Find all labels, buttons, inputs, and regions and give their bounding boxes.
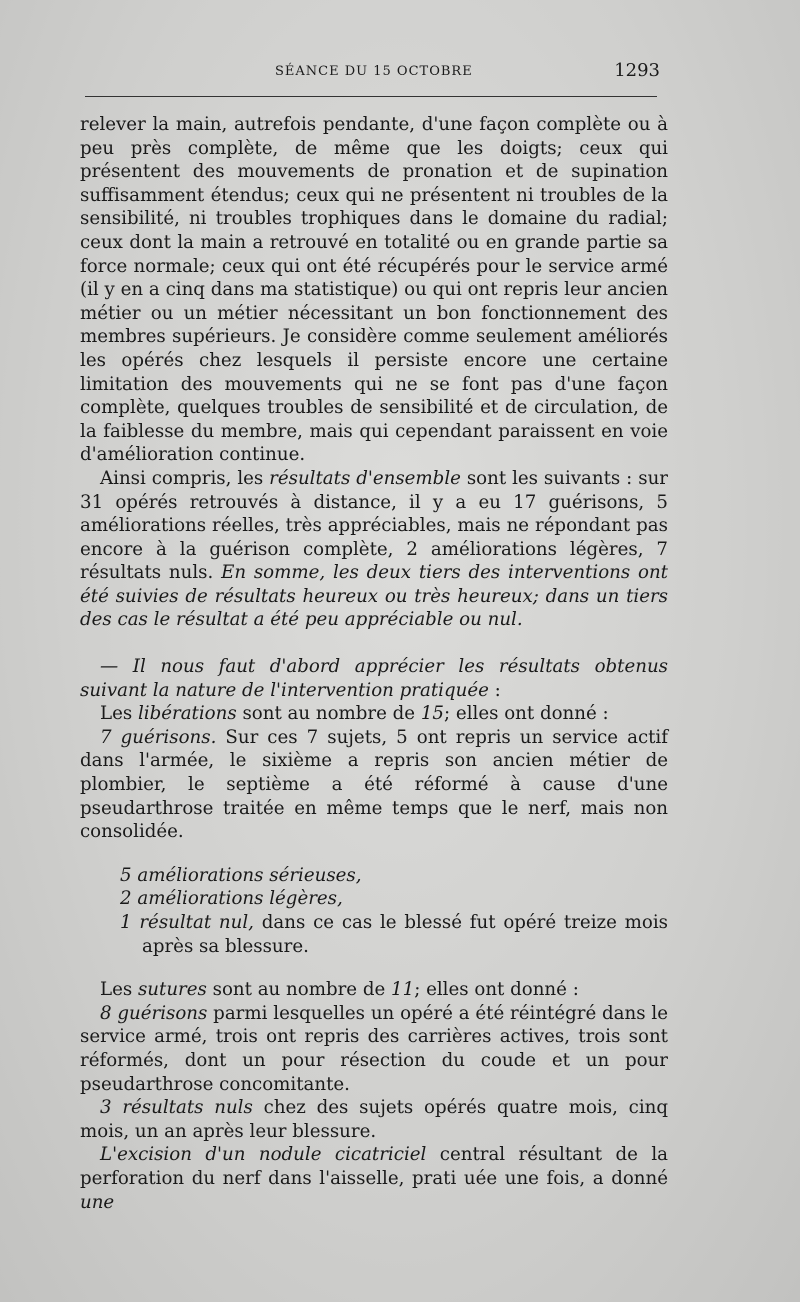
paragraph-seven-cures <box>80 726 668 844</box>
p9-italic: L'excision d'un nodule cicatriciel <box>100 1144 427 1166</box>
p9-end-italic: une <box>80 1191 115 1213</box>
p2-text: Ainsi compris, les <box>100 467 270 489</box>
p7-rest: parmi lesquelles un opéré a été réintégré dans le service armé, trois ont repris des carrières actives, trois sont réformés, dont un pour résection du coude et un pour pseudarthrose concomitante. <box>80 1002 668 1095</box>
p6-rest: ; elles ont donné : <box>414 979 579 1001</box>
p4-mid: sont au nombre de <box>236 703 421 725</box>
list-item <box>120 911 668 958</box>
p2-text-rest: sont les suivants : sur 31 opérés retrouvés à distance, il y a eu 17 guérisons, 5 améliorations réelles, très appréciables, mais ne répondant pas encore à la guérison complète, 2 améliorations légères, 7 résultats nuls. <box>80 467 668 584</box>
p9-rest: central résultant de la perforation du nerf dans l'aisselle, prati uée une fois, a donné <box>80 1144 668 1189</box>
p6-mid: sont au nombre de <box>206 979 392 1001</box>
p6-number: 11 <box>391 979 415 1001</box>
page-number: 1293 <box>614 60 660 81</box>
p8-italic: 3 résultats nuls <box>100 1097 253 1119</box>
paragraph-overall-results <box>80 467 668 632</box>
body-text <box>80 113 668 1214</box>
paragraph-criteria: relever la main, autrefois pendante, d'une façon complète ou à peu près complète, de même que les doigts; ceux qui présentent des mouvements de pronation et de supination suffisamment étendus; ceux qui ne présentent ni troubles de la sensibilité, ni troubles trophiques dans le domaine du radial; ceux dont la main a retrouvé en totalité ou en grande partie sa force normale; ceux qui ont été récupérés pour le service armé (il y en a cinq dans ma statistique) ou qui ont repris leur ancien métier ou un métier nécessitant un bon fonctionnement des membres supérieurs. Je considère comme seulement améliorés les opérés chez lesquels il persiste encore une certaine limitation des mouvements qui ne se font pas d'une façon complète, quelques troubles de sensibilité et de circulation, de la faiblesse du membre, mais qui cependant paraissent en voie d'amélioration continue. <box>80 114 668 466</box>
p2-conclusion: En somme, les deux tiers des interventions ont été suivies de résultats heureux ou très heureux; dans un tiers des cas le résultat a été peu appréciable ou nul. <box>80 562 668 631</box>
p4-italic: libérations <box>137 703 237 725</box>
running-title: SÉANCE DU 15 OCTOBRE <box>275 64 473 79</box>
p4-rest: ; elles ont donné : <box>444 703 609 725</box>
p2-italic-term: résultats d'ensemble <box>269 467 461 489</box>
spacer <box>80 632 668 655</box>
paragraph-excision <box>80 1143 668 1214</box>
list-item-italic: 5 améliorations sérieuses, <box>120 864 362 886</box>
p5-italic: 7 guérisons. <box>100 726 217 748</box>
spacer <box>80 958 668 978</box>
list-item <box>120 887 668 911</box>
p6-start: Les <box>100 979 138 1001</box>
p3-end: : <box>488 679 501 701</box>
paragraph-null-results <box>80 1096 668 1143</box>
list-item-italic: 2 améliorations légères, <box>120 888 343 910</box>
p7-italic: 8 guérisons <box>100 1002 208 1024</box>
paragraph-liberations <box>80 702 668 726</box>
spacer <box>80 844 668 864</box>
p5-rest: Sur ces 7 sujets, 5 ont repris un service actif dans l'armée, le sixième a repris son ancien métier de plombier, le septième a été réformé à cause d'une pseudarthrose traitée en même temps que le nerf, mais non consolidée. <box>80 726 668 843</box>
p4-start: Les <box>100 703 138 725</box>
list-item <box>120 864 668 888</box>
p8-rest: chez des sujets opérés quatre mois, cinq mois, un an après leur blessure. <box>80 1097 668 1142</box>
header-rule <box>85 96 657 97</box>
list-item-italic: 1 résultat nul, <box>120 912 254 933</box>
liberations-outcome-list <box>80 864 668 958</box>
paragraph-intervention-intro <box>80 655 668 702</box>
page-header <box>80 60 660 84</box>
p6-italic: sutures <box>137 979 207 1001</box>
paragraph-sutures <box>80 978 668 1002</box>
p3-italic: — Il nous faut d'abord apprécier les résultats obtenus suivant la nature de l'intervention pratiquée <box>80 656 668 701</box>
list-item-rest: dans ce cas le blessé fut opéré treize mois après sa blessure. <box>142 912 668 957</box>
paragraph-eight-cures <box>80 1002 668 1096</box>
p4-number: 15 <box>420 703 445 725</box>
